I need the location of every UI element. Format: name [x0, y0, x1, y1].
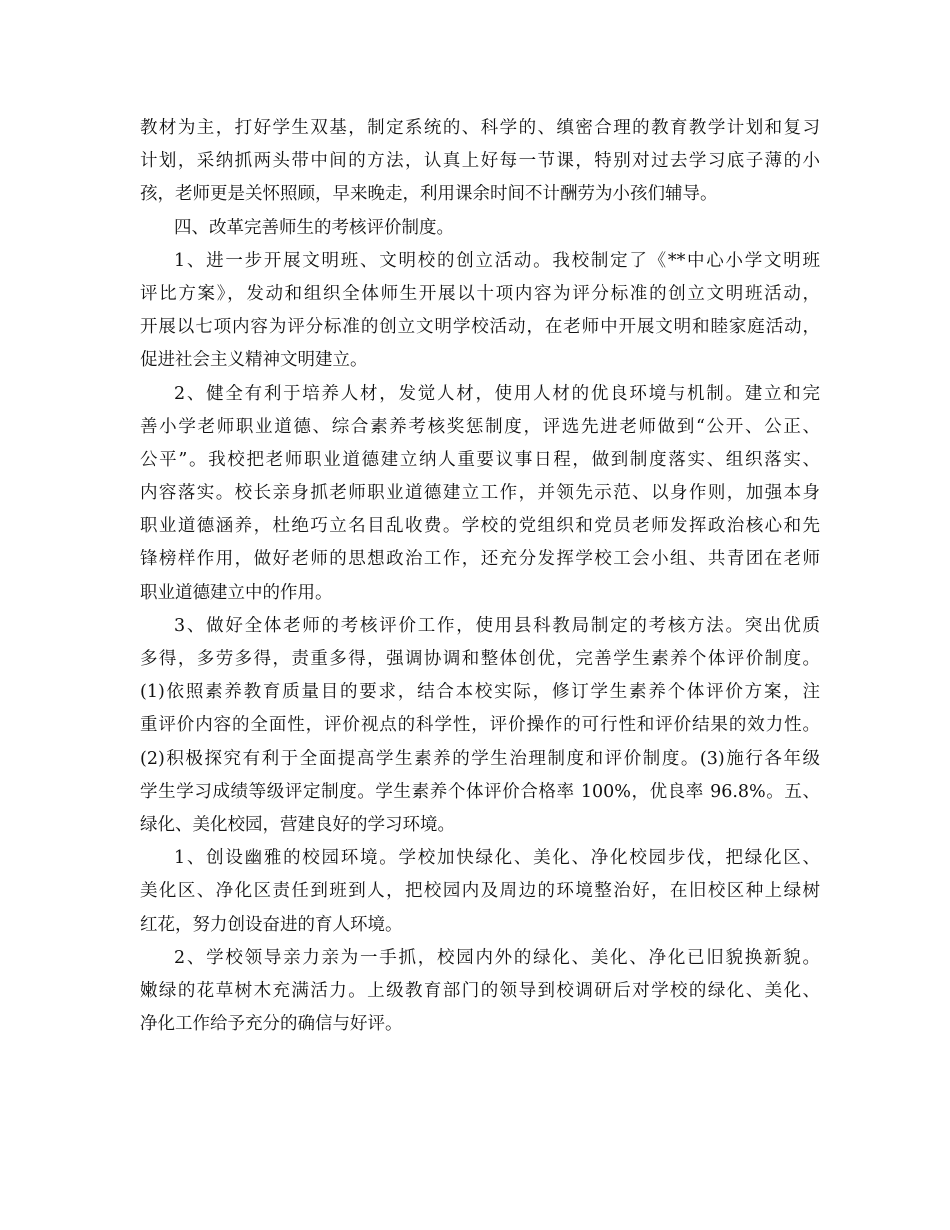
text-line: 净化工作给予充分的确信与好评。 — [140, 1014, 403, 1035]
text-line: 美化区、净化区责任到班到人，把校园内及周边的环境整治好，在旧校区种上绿树 — [140, 881, 820, 902]
text-line: 公平”。我校把老师职业道德建立纳人重要议事日程，做到制度落实、组织落实、 — [140, 449, 820, 470]
section-heading: 四、改革完善师生的考核评价制度。 — [174, 217, 454, 238]
text-line: 孩，老师更是关怀照顾，早来晚走，利用课余时间不计酬劳为小孩们辅导。 — [140, 184, 718, 205]
text-line: 绿化、美化校园，营建良好的学习环境。 — [140, 814, 455, 835]
text-line: 3、做好全体老师的考核评价工作，使用县科教局制定的考核方法。突出优质 — [174, 615, 820, 636]
text-line: (2)积极探究有利于全面提高学生素养的学生治理制度和评价制度。(3)施行各年级 — [140, 748, 820, 769]
text-line: 1、创设幽雅的校园环境。学校加快绿化、美化、净化校园步伐，把绿化区、 — [174, 848, 820, 869]
text-line: 内容落实。校长亲身抓老师职业道德建立工作，并领先示范、以身作则，加强本身 — [140, 483, 820, 504]
text-line: 善小学老师职业道德、综合素养考核奖惩制度，评选先进老师做到“公开、公正、 — [140, 416, 820, 437]
body-text — [140, 112, 820, 1041]
text-line: 2、健全有利于培养人材，发觉人材，使用人材的优良环境与机制。建立和完 — [174, 383, 820, 404]
text-line: 学生学习成绩等级评定制度。学生素养个体评价合格率 100%，优良率 96.8%。五、 — [140, 781, 820, 802]
text-line: 职业道德建立中的作用。 — [140, 582, 333, 603]
text-line: 2、学校领导亲力亲为一手抓，校园内外的绿化、美化、净化已旧貌换新貌。 — [174, 947, 820, 968]
text-line: 多得，多劳多得，责重多得，强调协调和整体创优，完善学生素养个体评价制度。 — [140, 649, 820, 669]
text-line: (1)依照素养教育质量目的要求，结合本校实际，修订学生素养个体评价方案，注 — [140, 682, 820, 703]
text-line: 锋榜样作用，做好老师的思想政治工作，还充分发挥学校工会小组、共青团在老师 — [140, 549, 820, 570]
text-line: 1、进一步开展文明班、文明校的创立活动。我校制定了《**中心小学文明班 — [174, 250, 820, 271]
text-line: 开展以七项内容为评分标准的创立文明学校活动，在老师中开展文明和睦家庭活动， — [140, 317, 820, 338]
text-line: 促进社会主义精神文明建立。 — [140, 350, 368, 371]
text-line: 重评价内容的全面性，评价视点的科学性，评价操作的可行性和评价结果的效力性。 — [140, 715, 820, 736]
text-line: 嫩绿的花草树木充满活力。上级教育部门的领导到校调研后对学校的绿化、美化、 — [140, 980, 820, 1001]
text-line: 评比方案》，发动和组织全体师生开展以十项内容为评分标准的创立文明班活动， — [140, 283, 820, 304]
text-line: 教材为主，打好学生双基，制定系统的、科学的、缜密合理的教育教学计划和复习 — [140, 118, 820, 138]
text-line: 职业道德涵养，杜绝巧立名目乱收费。学校的党组织和党员老师发挥政治核心和先 — [140, 516, 820, 537]
text-line: 计划，采纳抓两头带中间的方法，认真上好每一节课，特别对过去学习底子薄的小 — [140, 151, 820, 172]
text-line: 红花，努力创设奋进的育人环境。 — [140, 914, 403, 935]
